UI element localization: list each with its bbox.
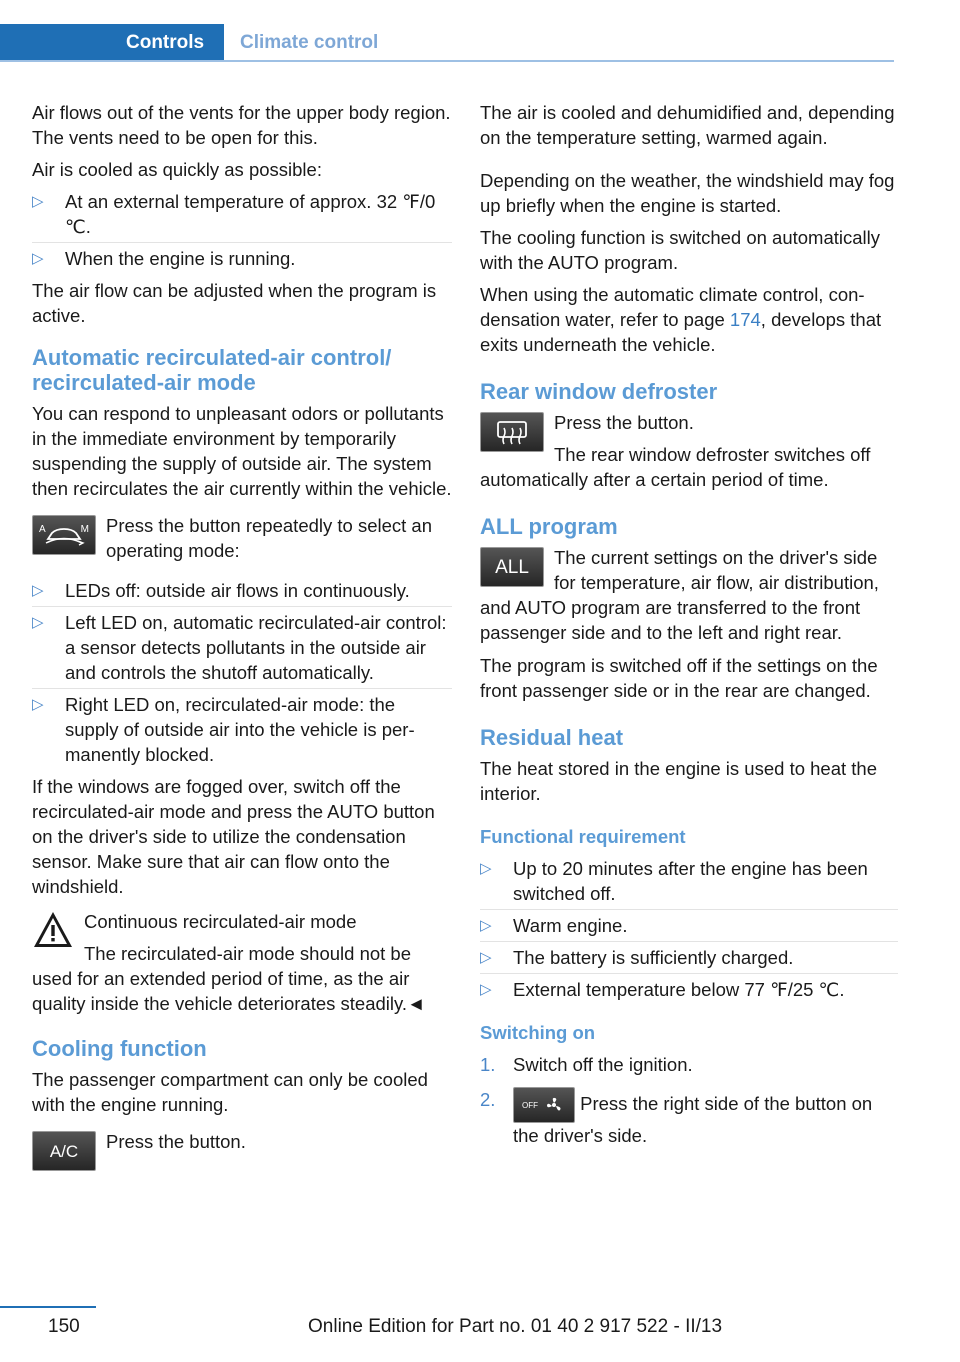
triangle-bullet-icon: ▷ — [480, 949, 492, 966]
triangle-bullet-icon: ▷ — [480, 860, 492, 877]
warning-triangle-icon — [32, 909, 74, 951]
paragraph: When using the automatic climate control, condensation water, refer to page 174, develops that exits underneath the vehicle. — [480, 284, 882, 355]
list-item: 2. OFF Press the right side of the button on the driver's side. — [480, 1089, 873, 1146]
paragraph: You can respond to unpleasant odors or pollutants in the immediate environment by temporarily suspending the supply of outside air. The system then recirculates the air currently within the vehicle. — [32, 403, 452, 499]
right-column — [480, 100, 898, 1158]
list-item: ▷ Warm engine. — [480, 913, 898, 938]
heading-cooling-function: Cooling function — [32, 1036, 207, 1061]
paragraph: Depending on the weather, the windshield may fog up briefly when the engine is started. — [480, 170, 895, 216]
footer-divider — [0, 1306, 96, 1308]
page-link[interactable]: 174 — [729, 309, 761, 330]
rear-defroster-button-icon — [480, 412, 544, 452]
paragraph: The air flow can be adjusted when the program is active. — [32, 280, 437, 326]
list-item: ▷ At an external temperature of approx. 32 ℉/0 ℃. — [32, 189, 452, 239]
list-item: ▷ LEDs off: outside air flows in continuously. — [32, 578, 452, 603]
warning-text: The recirculated-air mode should not be used for an extended period of time, as the air quality inside the vehicle deteriorates steadily.◄ — [32, 943, 426, 1014]
warning-block — [32, 909, 452, 1016]
list-item: ▷ Up to 20 minutes after the engine has been switched off. — [480, 856, 898, 906]
paragraph: Press the button repeatedly to select an operating mode: — [106, 515, 433, 561]
all-button-icon: ALL — [480, 547, 544, 587]
triangle-bullet-icon: ▷ — [32, 614, 44, 631]
paragraph: The air is cooled and dehumidified and, depending on the temperature setting, warmed again. — [480, 102, 895, 148]
page-header — [0, 0, 960, 62]
section-tab-controls[interactable]: Controls — [0, 24, 224, 61]
paragraph: The current settings on the driver's side for temperature, air flow, air distribution, and AUTO program are transferred to the front passenger side and to the left and right rear. — [480, 547, 879, 643]
bullet-list — [32, 578, 452, 767]
paragraph: Air is cooled as quickly as possible: — [32, 159, 322, 180]
heading-functional-requirement: Functional requirement — [480, 826, 686, 847]
list-item: ▷ When the engine is running. — [32, 248, 296, 269]
list-item: 1. Switch off the ignition. — [480, 1054, 693, 1075]
list-item: ▷ Right LED on, recirculated-air mode: the supply of outside air into the vehicle is permanently blocked. — [32, 694, 415, 765]
triangle-bullet-icon: ▷ — [32, 250, 44, 267]
triangle-bullet-icon: ▷ — [480, 917, 492, 934]
header-divider — [0, 60, 894, 62]
paragraph: If the windows are fogged over, switch off the recirculated-air mode and press the AUTO button on the driver's side to utilize the condensation sensor. Make sure that air can flow onto the windshield. — [32, 776, 435, 897]
paragraph: The heat stored in the engine is used to heat the interior. — [480, 758, 878, 804]
list-item: ▷ The battery is sufficiently charged. — [480, 945, 898, 970]
paragraph: The rear window defroster switches off automatically after a certain period of time. — [480, 444, 871, 490]
ac-button-icon: A/C — [32, 1131, 96, 1171]
triangle-bullet-icon: ▷ — [480, 981, 492, 998]
heading-recirculated-air: Automatic recirculated-air control/ recirculated-air mode — [32, 345, 392, 395]
heading-switching-on: Switching on — [480, 1022, 596, 1043]
paragraph: The program is switched off if the settings on the front passenger side or in the rear are changed. — [480, 655, 878, 701]
list-item: ▷ Left LED on, automatic recirculated-air control: a sensor detects pollutants in the outside air and controls the shutoff automatically. — [32, 610, 452, 685]
all-program-block — [480, 545, 898, 645]
bullet-list — [480, 856, 898, 1002]
edition-text: Online Edition for Part no. 01 40 2 917 522 - II/13 — [308, 1316, 723, 1337]
fan-off-button-icon: OFF — [513, 1087, 575, 1123]
triangle-bullet-icon: ▷ — [32, 696, 44, 713]
bullet-list — [32, 189, 452, 271]
heading-rear-window-defroster: Rear window defroster — [480, 379, 718, 404]
paragraph: The passenger compartment can only be cooled with the engine running. — [32, 1069, 428, 1115]
ac-button-block — [32, 1129, 452, 1179]
rear-defroster-block — [480, 410, 898, 492]
triangle-bullet-icon: ▷ — [32, 193, 44, 210]
left-column — [32, 100, 452, 1187]
triangle-bullet-icon: ▷ — [32, 582, 44, 599]
recirc-button-block — [32, 513, 452, 570]
paragraph: Air flows out of the vents for the upper body region. The vents need to be open for this. — [32, 102, 451, 148]
heading-residual-heat: Residual heat — [480, 725, 624, 750]
paragraph: Press the button. — [106, 1131, 246, 1152]
list-item: ▷ External temperature below 77 ℉/25 ℃. — [480, 979, 845, 1000]
numbered-list — [480, 1052, 898, 1148]
recirculated-air-button-icon: A M — [32, 515, 96, 555]
heading-all-program: ALL program — [480, 514, 618, 539]
paragraph: The cooling function is switched on automatically with the AUTO program. — [480, 227, 881, 273]
warning-title: Continuous recirculated-air mode — [84, 911, 357, 932]
paragraph: Press the button. — [554, 412, 694, 433]
section-tab-climate-control[interactable]: Climate control — [240, 32, 379, 53]
page-number: 150 — [48, 1316, 80, 1337]
